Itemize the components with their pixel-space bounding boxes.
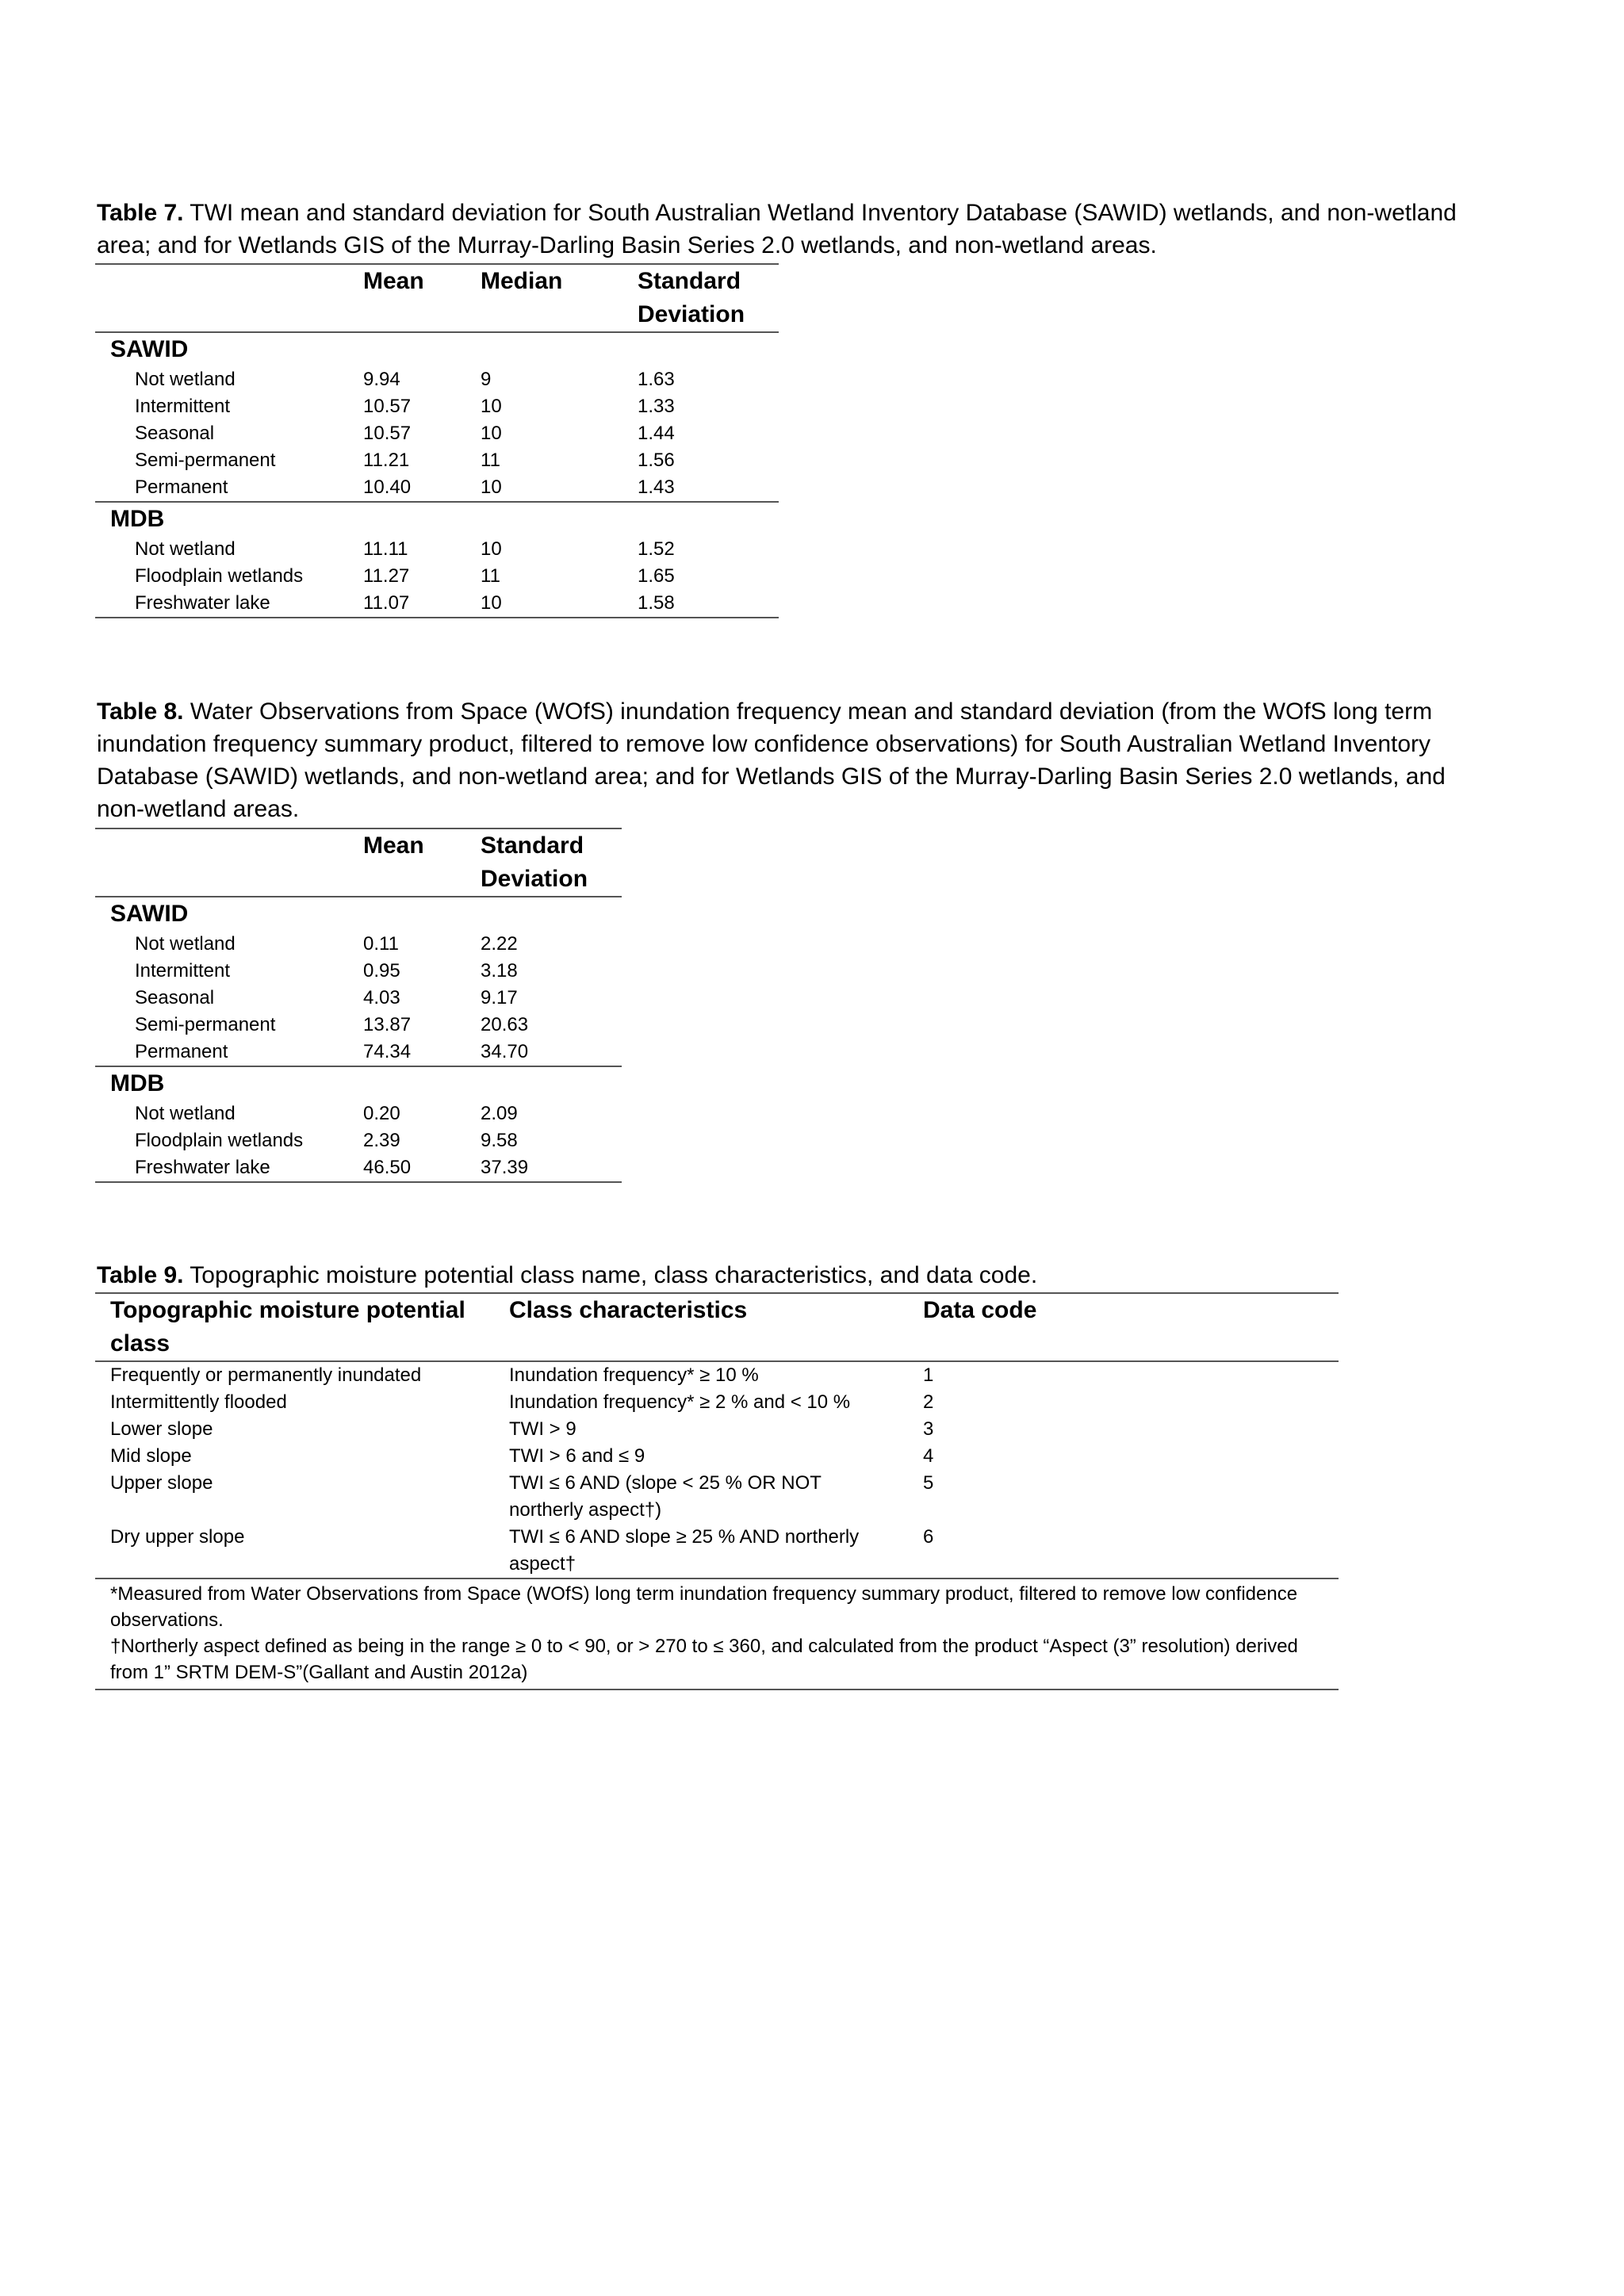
table7-header-row	[95, 264, 779, 332]
cell-sd: 9.17	[481, 987, 518, 1008]
cell-mean: 11.11	[363, 538, 408, 560]
table7-group-label: SAWID	[110, 336, 189, 362]
table9-header-code: Data code	[923, 1297, 1037, 1323]
row-label: Not wetland	[135, 538, 236, 560]
table-row	[95, 1100, 622, 1127]
table-row	[95, 1361, 1339, 1389]
table8-caption-label: Table 8.	[97, 698, 184, 725]
cell-sd: 2.09	[481, 1103, 518, 1124]
cell-code: 5	[923, 1472, 934, 1494]
table8-caption-text: Water Observations from Space (WOfS) inundation frequency mean and standard deviation (from the WOfS long term inundation frequency summary product, filtered to remove low confidence observations) for South Australian Wetland Inventory Database (SAWID) wetlands, and non-wetland area; and for Wetlands GIS of the Murray-Darling Basin Series 2.0 wetlands, and non-wetland areas.	[97, 698, 1446, 822]
cell-sd: 1.63	[638, 369, 675, 390]
table9-caption	[97, 1259, 1461, 1292]
row-label: Seasonal	[135, 987, 215, 1008]
cell-code: 2	[923, 1391, 934, 1413]
cell-characteristics: Inundation frequency* ≥ 2 % and < 10 %	[509, 1391, 851, 1413]
table8-group-label: SAWID	[110, 901, 189, 927]
table7-caption-label: Table 7.	[97, 200, 184, 226]
table-row	[95, 393, 779, 420]
row-label: Intermittent	[135, 960, 231, 982]
cell-median: 11	[481, 565, 500, 587]
cell-mean: 74.34	[363, 1041, 412, 1062]
table9-header-class: Topographic moisture potential class	[110, 1297, 465, 1357]
cell-median: 10	[481, 476, 502, 498]
cell-mean: 4.03	[363, 987, 400, 1008]
table9-caption-label: Table 9.	[97, 1262, 184, 1288]
table7-group-sawid	[95, 332, 779, 366]
cell-sd: 1.65	[638, 565, 675, 587]
cell-sd: 20.63	[481, 1014, 529, 1035]
cell-characteristics: TWI ≤ 6 AND (slope < 25 % OR NOT northerly aspect†)	[509, 1472, 822, 1521]
cell-code: 6	[923, 1526, 934, 1548]
table7-caption-text: TWI mean and standard deviation for South Australian Wetland Inventory Database (SAWID) wetlands, and non-wetland area; and for Wetlands GIS of the Murray-Darling Basin Series 2.0 wetlands, and non-wetland areas.	[97, 200, 1457, 258]
row-label: Seasonal	[135, 423, 215, 444]
table-row	[95, 420, 779, 447]
table-row	[95, 1039, 622, 1066]
table8-caption	[97, 695, 1461, 825]
cell-mean: 0.11	[363, 933, 399, 955]
table-row	[95, 1524, 1339, 1578]
cell-median: 10	[481, 396, 502, 417]
cell-characteristics: TWI ≤ 6 AND slope ≥ 25 % AND northerly aspect†	[509, 1526, 860, 1575]
table8-header-sd: Standard Deviation	[481, 832, 588, 892]
row-label: Not wetland	[135, 1103, 236, 1124]
row-label: Permanent	[135, 1041, 228, 1062]
cell-class: Upper slope	[110, 1472, 213, 1494]
row-label: Not wetland	[135, 933, 236, 955]
table7-header-median: Median	[481, 268, 563, 294]
row-label: Floodplain wetlands	[135, 565, 304, 587]
table9-header-row	[95, 1293, 1339, 1361]
row-label: Freshwater lake	[135, 1157, 270, 1178]
cell-mean: 0.95	[363, 960, 400, 982]
cell-class: Dry upper slope	[110, 1526, 245, 1548]
table-row	[95, 590, 779, 618]
table7-caption	[97, 197, 1461, 262]
cell-class: Mid slope	[110, 1445, 192, 1467]
row-label: Intermittent	[135, 396, 231, 417]
cell-characteristics: TWI > 6 and ≤ 9	[509, 1445, 645, 1467]
table9-footnote	[95, 1578, 1339, 1633]
row-label: Semi-permanent	[135, 1014, 276, 1035]
table8-header-row	[95, 828, 622, 897]
cell-mean: 0.20	[363, 1103, 400, 1124]
table7	[95, 263, 779, 618]
cell-median: 11	[481, 450, 500, 471]
row-label: Semi-permanent	[135, 450, 276, 471]
table8-header-blank	[95, 828, 363, 897]
table8-group-label: MDB	[110, 1070, 165, 1096]
cell-class: Intermittently flooded	[110, 1391, 287, 1413]
table-row	[95, 1416, 1339, 1443]
cell-sd: 37.39	[481, 1157, 529, 1178]
cell-sd: 1.33	[638, 396, 675, 417]
cell-characteristics: Inundation frequency* ≥ 10 %	[509, 1364, 759, 1386]
table9-caption-text: Topographic moisture potential class name, class characteristics, and data code.	[183, 1262, 1038, 1288]
table9	[95, 1292, 1339, 1690]
table8	[95, 828, 622, 1183]
table-row	[95, 447, 779, 474]
cell-class: Lower slope	[110, 1418, 213, 1440]
cell-sd: 1.44	[638, 423, 675, 444]
cell-mean: 11.27	[363, 565, 410, 587]
row-label: Permanent	[135, 476, 228, 498]
cell-sd: 1.58	[638, 592, 675, 614]
cell-characteristics: TWI > 9	[509, 1418, 576, 1440]
cell-mean: 10.40	[363, 476, 412, 498]
row-label: Freshwater lake	[135, 592, 270, 614]
footnote-aspect: †Northerly aspect defined as being in the range ≥ 0 to < 90, or > 270 to ≤ 360, and calculated from the product “Aspect (3” resolution) derived from 1” SRTM DEM-S”(Gallant and Austin 2012a)	[110, 1636, 1298, 1683]
cell-mean: 10.57	[363, 396, 412, 417]
cell-code: 1	[923, 1364, 934, 1386]
table-row	[95, 985, 622, 1012]
table-row	[95, 1389, 1339, 1416]
table7-group-mdb	[95, 502, 779, 536]
row-label: Not wetland	[135, 369, 236, 390]
table-row	[95, 1012, 622, 1039]
cell-median: 9	[481, 369, 492, 390]
cell-sd: 2.22	[481, 933, 518, 955]
cell-mean: 2.39	[363, 1130, 400, 1151]
cell-sd: 1.56	[638, 450, 675, 471]
cell-code: 4	[923, 1445, 934, 1467]
cell-median: 10	[481, 538, 502, 560]
table-row	[95, 1443, 1339, 1470]
cell-sd: 1.52	[638, 538, 675, 560]
table7-header-blank	[95, 264, 363, 332]
table-row	[95, 1154, 622, 1182]
table8-header-mean: Mean	[363, 832, 424, 859]
cell-sd: 3.18	[481, 960, 518, 982]
cell-sd: 1.43	[638, 476, 675, 498]
cell-median: 10	[481, 592, 502, 614]
cell-mean: 11.07	[363, 592, 410, 614]
cell-code: 3	[923, 1418, 934, 1440]
cell-sd: 9.58	[481, 1130, 518, 1151]
row-label: Floodplain wetlands	[135, 1130, 304, 1151]
table-row	[95, 536, 779, 563]
cell-mean: 46.50	[363, 1157, 412, 1178]
table9-footnote	[95, 1633, 1339, 1689]
table9-header-characteristics: Class characteristics	[509, 1297, 748, 1323]
table-row	[95, 563, 779, 590]
cell-mean: 13.87	[363, 1014, 412, 1035]
table7-group-label: MDB	[110, 506, 165, 532]
table-row	[95, 931, 622, 958]
table8-group-mdb	[95, 1066, 622, 1100]
cell-mean: 9.94	[363, 369, 400, 390]
table-row	[95, 1127, 622, 1154]
table7-header-sd: Standard Deviation	[638, 268, 745, 327]
table-row	[95, 474, 779, 502]
table-row	[95, 958, 622, 985]
table-row	[95, 366, 779, 393]
cell-mean: 10.57	[363, 423, 412, 444]
table-row	[95, 1470, 1339, 1524]
cell-sd: 34.70	[481, 1041, 529, 1062]
cell-class: Frequently or permanently inundated	[110, 1364, 422, 1386]
cell-mean: 11.21	[363, 450, 410, 471]
cell-median: 10	[481, 423, 502, 444]
footnote-inundation: *Measured from Water Observations from Space (WOfS) long term inundation frequency summary product, filtered to remove low confidence observations.	[110, 1583, 1298, 1631]
table7-header-mean: Mean	[363, 268, 424, 294]
table8-group-sawid	[95, 897, 622, 931]
